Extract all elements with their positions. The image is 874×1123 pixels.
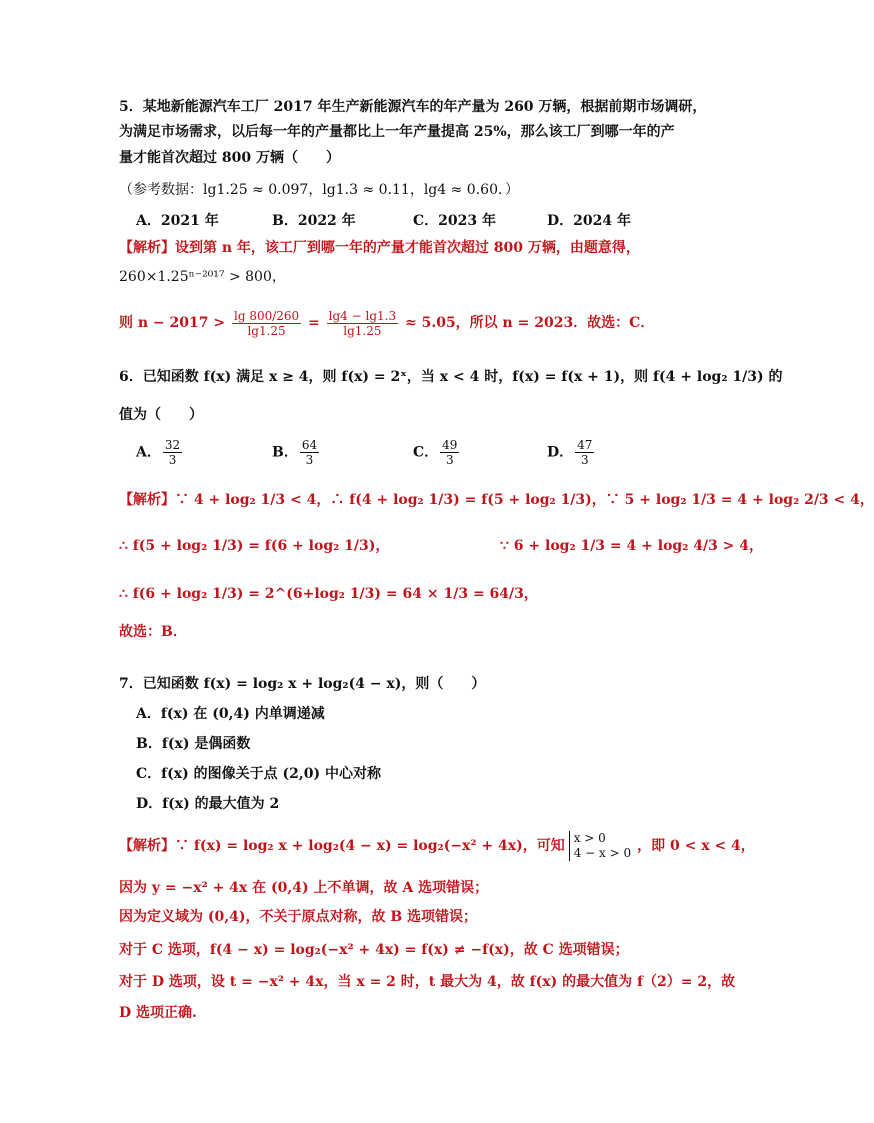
q6-solution-line2a: ∴ f(5 + log₂ 1/3) = f(6 + log₂ 1/3)， (119, 538, 390, 554)
q5-fraction-2-numerator: lg4 − lg1.3 (328, 308, 397, 323)
q5-fraction-2 (327, 309, 398, 338)
q6-option-a-denominator: 3 (168, 453, 177, 467)
q7-solution-label: 【解析】 (119, 838, 175, 854)
q5-solution-line3 (119, 303, 654, 343)
q6-solution-text1: ∵ 4 + log₂ 1/3 < 4，∴ f(4 + log₂ 1/3) = f(5 + log₂ 1/3)，∵ 5 + log₂ 1/3 = 4 + log₂ 2/3 < 4， (175, 492, 874, 508)
q5-fraction-1 (232, 309, 301, 338)
q5-option-d: D．2024 年 (547, 213, 631, 229)
q6-option-c-label: C． (413, 444, 439, 461)
q7-solution-line4: 对于 C 选项，f(4 − x) = log₂(−x² + 4x) = f(x) ≠ −f(x)，故 C 选项错误； (119, 942, 629, 958)
q6-option-c-numerator: 49 (442, 438, 458, 452)
q5-equals: = (308, 315, 320, 331)
q5-fraction-2-denominator: lg1.25 (343, 323, 382, 338)
q6-option-a (136, 438, 184, 467)
q7-solution-line2: 因为 y = −x² + 4x 在 (0,4) 上不单调，故 A 选项错误； (119, 880, 489, 896)
q6-option-d-fraction (575, 438, 594, 467)
q7-solution-text1b: ，即 0 < x < 4， (637, 838, 755, 854)
q6-option-c-fraction (440, 438, 459, 467)
q7-stem-line1: 7．已知函数 f(x) = log₂ x + log₂(4 − x)，则（ ） (119, 676, 486, 692)
q7-solution-line6: D 选项正确. (119, 1005, 197, 1021)
q6-option-a-numerator: 32 (164, 438, 181, 452)
q6-solution-line1 (119, 490, 874, 510)
q7-solution-line3: 因为定义域为 (0,4)，不关于原点对称，故 B 选项错误； (119, 909, 478, 925)
q5-stem-line3: 量才能首次超过 800 万辆（ ） (119, 150, 340, 166)
q6-solution-line2b: ∵ 6 + log₂ 1/3 = 4 + log₂ 4/3 > 4， (500, 538, 764, 554)
q5-solution-label: 【解析】 (119, 240, 175, 256)
q7-option-d: D．f(x) 的最大值为 2 (136, 796, 280, 812)
q5-solution-conclusion: ≈ 5.05，所以 n = 2023．故选：C． (404, 315, 655, 331)
q6-option-b-numerator: 64 (301, 438, 318, 452)
q7-solution-line1 (119, 828, 755, 864)
q6-option-c (413, 438, 461, 467)
q6-option-d (547, 438, 596, 467)
q5-stem-line1: 5．某地新能源汽车工厂 2017 年生产新能源汽车的年产量为 260 万辆，根据前期市场调研， (119, 99, 707, 115)
q5-fraction-1-denominator: lg1.25 (247, 323, 286, 338)
q6-option-d-denominator: 3 (580, 453, 589, 467)
q5-option-c: C．2023 年 (413, 213, 496, 229)
q6-option-a-label: A． (136, 444, 161, 461)
q6-option-b (272, 438, 321, 467)
q5-solution-prefix: 则 n − 2017 > (119, 315, 226, 331)
q5-solution-text1: 设到第 n 年，该工厂到哪一年的产量才能首次超过 800 万辆，由题意得， (175, 240, 640, 256)
q5-fraction-1-numerator: lg 800/260 (233, 308, 300, 323)
q6-stem-line2: 值为（ ） (119, 407, 203, 423)
q5-solution-line2: 260×1.25ⁿ⁻²⁰¹⁷ > 800， (119, 269, 286, 285)
q6-option-c-denominator: 3 (445, 453, 454, 467)
q7-inequality-system (569, 831, 631, 861)
q7-system-line1: x > 0 (573, 831, 606, 845)
q5-option-b: B．2022 年 (272, 213, 356, 229)
q6-option-d-label: D． (547, 444, 574, 461)
q7-option-b: B．f(x) 是偶函数 (136, 736, 251, 752)
q6-solution-label: 【解析】 (119, 492, 175, 508)
q6-option-b-label: B． (272, 444, 298, 461)
q5-solution-line1 (119, 238, 640, 258)
q5-option-a: A．2021 年 (136, 213, 219, 229)
q7-solution-text1a: ∵ f(x) = log₂ x + log₂(4 − x) = log₂(−x² + 4x)，可知 (175, 838, 565, 854)
q6-stem-line1: 6．已知函数 f(x) 满足 x ≥ 4，则 f(x) = 2ˣ，当 x < 4 时，f(x) = f(x + 1)，则 f(4 + log₂ 1/3) 的 (119, 369, 783, 385)
q7-option-c: C．f(x) 的图像关于点 (2,0) 中心对称 (136, 766, 381, 782)
q7-option-a: A．f(x) 在 (0,4) 内单调递减 (136, 706, 325, 722)
q6-solution-line3: ∴ f(6 + log₂ 1/3) = 2^(6+log₂ 1/3) = 64 × 1/3 = 64/3， (119, 586, 538, 602)
q6-option-a-fraction (163, 438, 182, 467)
q6-option-b-fraction (300, 438, 319, 467)
q6-solution-line4: 故选：B． (119, 624, 187, 640)
q6-option-b-denominator: 3 (305, 453, 314, 467)
q7-system-line2: 4 − x > 0 (573, 846, 632, 860)
q5-stem-line2: 为满足市场需求，以后每一年的产量都比上一年产量提高 25%，那么该工厂到哪一年的产 (119, 124, 675, 140)
q6-option-d-numerator: 47 (577, 438, 593, 452)
q5-reference-data: （参考数据：lg1.25 ≈ 0.097，lg1.3 ≈ 0.11，lg4 ≈ 0.60．） (119, 182, 519, 198)
q7-solution-line5: 对于 D 选项，设 t = −x² + 4x，当 x = 2 时，t 最大为 4，故 f(x) 的最大值为 f（2）= 2，故 (119, 974, 736, 990)
